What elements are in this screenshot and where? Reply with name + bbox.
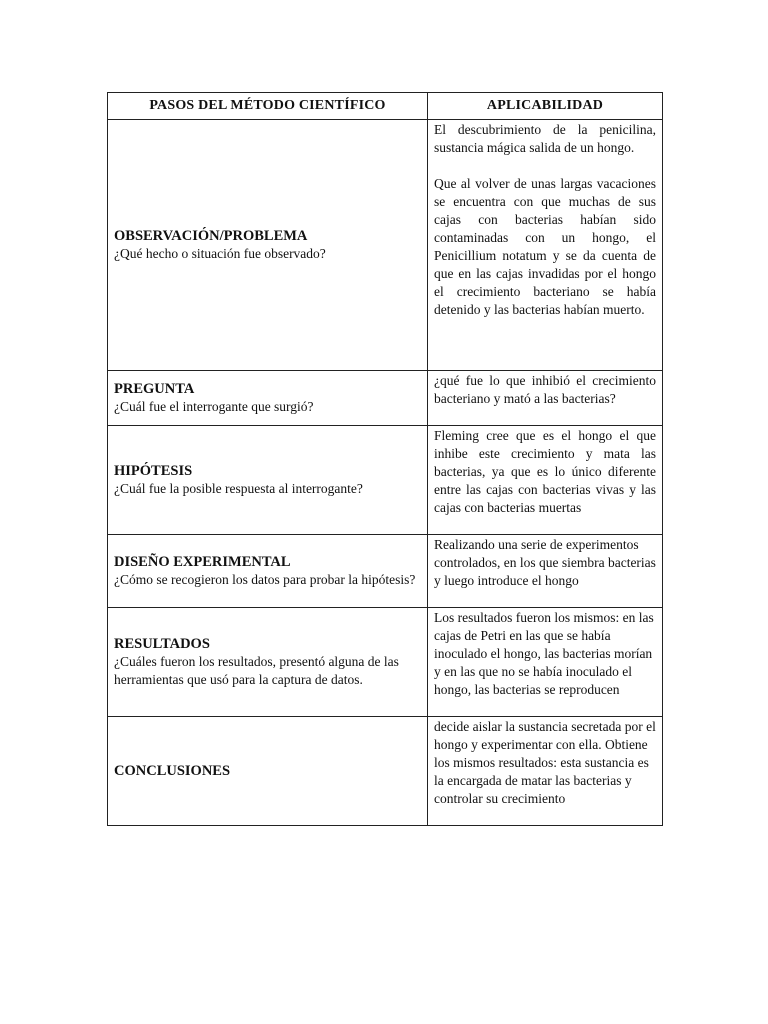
table-row — [108, 608, 663, 717]
step-title: PREGUNTA — [114, 381, 195, 397]
applicability-paragraph: El descubrimiento de la penicilina, sustancia mágica salida de un hongo. — [434, 122, 656, 155]
step-title: DISEÑO EXPERIMENTAL — [114, 554, 291, 570]
step-cell — [108, 608, 428, 717]
table-row — [108, 535, 663, 608]
applicability-cell — [428, 120, 663, 371]
table-row — [108, 120, 663, 371]
step-question: ¿Cuál fue la posible respuesta al interrogante? — [114, 481, 363, 496]
step-title: CONCLUSIONES — [114, 763, 231, 779]
step-title: HIPÓTESIS — [114, 463, 193, 479]
table-row — [108, 717, 663, 826]
applicability-cell: Los resultados fueron los mismos: en las cajas de Petri en las que se había inoculado el hongo, las bacterias morían y en las que no se había inoculado el hongo, las bacterias se reproducen — [428, 608, 663, 717]
step-cell — [108, 371, 428, 426]
applicability-cell: Realizando una serie de experimentos controlados, en los que siembra bacterias y luego introduce el hongo — [428, 535, 663, 608]
scientific-method-table — [107, 92, 663, 826]
table-header-row — [108, 93, 663, 120]
step-question: ¿Cuáles fueron los resultados, presentó alguna de las herramientas que usó para la captura de datos. — [114, 654, 399, 687]
step-question: ¿Qué hecho o situación fue observado? — [114, 246, 326, 261]
applicability-cell: decide aislar la sustancia secretada por el hongo y experimentar con ella. Obtiene los mismos resultados: esta sustancia es la encargada de matar las bacterias y controlar su crecimiento — [428, 717, 663, 826]
applicability-paragraph: Que al volver de unas largas vacaciones se encuentra con que muchas de sus cajas con bacterias habían sido contaminadas con un hongo, el Penicillium notatum y se da cuenta de que en las cajas invadidas por el hongo el crecimiento bacteriano se había detenido y las bacterias habían muerto. — [434, 176, 656, 317]
header-steps: PASOS DEL MÉTODO CIENTÍFICO — [108, 93, 428, 120]
step-question: ¿Cuál fue el interrogante que surgió? — [114, 399, 314, 414]
step-cell — [108, 535, 428, 608]
table-row — [108, 426, 663, 535]
step-cell — [108, 426, 428, 535]
header-applicability: APLICABILIDAD — [428, 93, 663, 120]
step-cell — [108, 717, 428, 826]
step-title: RESULTADOS — [114, 636, 210, 652]
applicability-cell: ¿qué fue lo que inhibió el crecimiento bacteriano y mató a las bacterias? — [428, 371, 663, 426]
step-title: OBSERVACIÓN/PROBLEMA — [114, 228, 308, 244]
step-cell — [108, 120, 428, 371]
table-row — [108, 371, 663, 426]
step-question: ¿Cómo se recogieron los datos para probar la hipótesis? — [114, 572, 416, 587]
applicability-cell: Fleming cree que es el hongo el que inhibe este crecimiento y mata las bacterias, ya que es lo único diferente entre las cajas con bacterias vivas y las cajas con bacterias muertas — [428, 426, 663, 535]
